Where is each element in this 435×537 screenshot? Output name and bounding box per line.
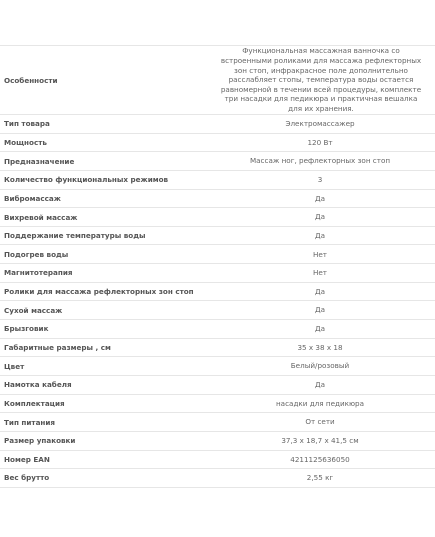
spec-value: Да	[314, 193, 326, 203]
spec-row-temp-maintain	[0, 227, 435, 246]
spec-value: Массаж ног, рефлекторных зон стоп	[249, 156, 391, 166]
spec-row-gross-weight	[0, 469, 435, 488]
spec-value: 2,55 кг	[306, 473, 334, 483]
spec-label: Предназначение	[4, 156, 75, 166]
spec-row-power	[0, 134, 435, 153]
spec-row-water-heating	[0, 245, 435, 264]
spec-row-features	[0, 45, 435, 115]
spec-value: 120 Вт	[307, 137, 333, 147]
spec-label: Особенности	[4, 75, 58, 85]
spec-value: Да	[314, 286, 326, 296]
spec-value: 3	[317, 174, 323, 184]
spec-row-splash-guard	[0, 320, 435, 339]
spec-row-power-type	[0, 413, 435, 432]
spec-value: Нет	[312, 249, 327, 259]
spec-label: Количество функциональных режимов	[4, 175, 169, 185]
spec-row-product-type	[0, 115, 435, 134]
spec-label: Магнитотерапия	[4, 268, 73, 278]
spec-label: Ролики для массажа рефлекторных зон стоп	[4, 287, 194, 297]
spec-value: Нет	[312, 268, 327, 278]
spec-row-purpose	[0, 152, 435, 171]
spec-label: Вихревой массаж	[4, 212, 78, 222]
spec-value: От сети	[305, 417, 335, 427]
spec-row-package-contents	[0, 395, 435, 414]
spec-row-vibro-massage	[0, 190, 435, 209]
spec-label: Тип товара	[4, 119, 50, 129]
spec-label: Подогрев воды	[4, 249, 69, 259]
spec-value: Да	[314, 324, 326, 334]
spec-label: Цвет	[4, 361, 25, 371]
spec-value: Электромассажер	[285, 119, 355, 129]
spec-table	[0, 45, 435, 488]
spec-label: Номер EAN	[4, 454, 50, 464]
spec-row-ean	[0, 451, 435, 470]
spec-value: Да	[314, 212, 326, 222]
spec-row-package-size	[0, 432, 435, 451]
spec-value: Функциональная массажная ванночка со встроенными роликами для массажа рефлекторных зон стоп, инфракрасное поле дополнительно расслабляет стопы, температура воды остается равномерной в течении всей процедуры, комплекте три насадки для педикюра и практичная вешалка для их хранения.	[220, 46, 422, 113]
spec-row-dry-massage	[0, 301, 435, 320]
spec-label: Тип питания	[4, 417, 56, 427]
spec-label: Габаритные размеры , см	[4, 343, 111, 352]
spec-value: 4211125636050	[290, 454, 350, 464]
spec-label: Вибромассаж	[4, 193, 61, 203]
spec-label: Брызговик	[4, 324, 49, 334]
spec-value: Белый/розовый	[290, 361, 350, 371]
spec-label: Намотка кабеля	[4, 380, 72, 390]
spec-row-magnetotherapy	[0, 264, 435, 283]
spec-value: 37,3 х 18,7 х 41,5 см	[281, 435, 359, 445]
spec-value: 35 х 38 х 18	[297, 342, 343, 352]
spec-value: Да	[314, 379, 326, 389]
spec-label: Сухой массаж	[4, 305, 63, 315]
spec-label: Комплектация	[4, 398, 65, 408]
spec-value: насадки для педикюра	[275, 398, 365, 408]
spec-row-color	[0, 357, 435, 376]
spec-value: Да	[314, 230, 326, 240]
spec-label: Мощность	[4, 137, 47, 147]
spec-label: Размер упаковки	[4, 436, 76, 446]
spec-row-modes-count	[0, 171, 435, 190]
spec-row-rollers	[0, 283, 435, 302]
spec-row-cable-winding	[0, 376, 435, 395]
spec-row-whirlpool-massage	[0, 208, 435, 227]
spec-label: Поддержание температуры воды	[4, 231, 146, 241]
spec-value: Да	[314, 305, 326, 315]
spec-row-dimensions	[0, 339, 435, 358]
spec-label: Вес брутто	[4, 473, 50, 483]
